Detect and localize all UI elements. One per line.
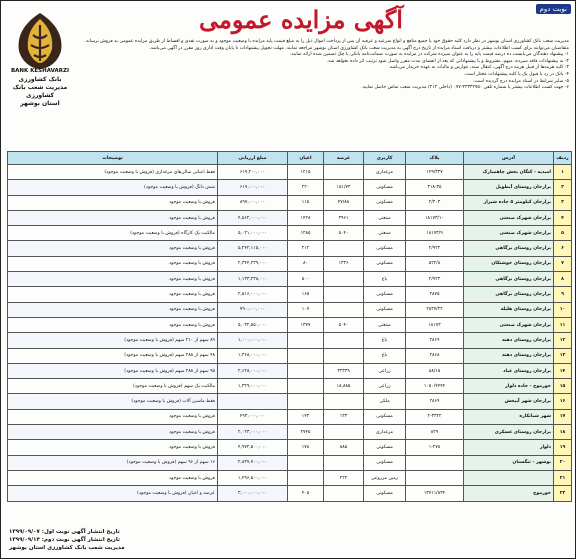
price-cell: ۸۹۷,۰۰۰,۰۰۰ [218,195,288,210]
plak-cell: ۸۸/۱۵ [406,363,464,378]
address-cell: برازجان روستای دهنه [464,348,554,363]
table-row [8,195,572,210]
arse-cell: ۱۸,۸۸۵ [324,379,364,394]
price-cell [218,394,288,409]
arse-cell: ۴۷/۸۸ [324,195,364,210]
address-cell: برازجان روستای آبطویل [464,180,554,195]
description-cell: ۴۸ سهم از ۲۸۸ سهم (فروش با وضعیت موجود) [8,348,218,363]
row-index: ۱۷ [554,409,572,424]
price-cell: ۶۱۷,۰۰۰,۰۰۰ [218,180,288,195]
bank-name-fa: بانک کشاورزی [18,76,62,83]
arse-cell [324,302,364,317]
table-row [8,302,572,317]
round-badge: نوبت دوم [536,4,571,14]
ayan-cell: ۲۱۲ [288,241,324,256]
usage-cell: مسکونی [364,409,406,424]
description-cell: فروش با وضعیت موجود [8,409,218,424]
bank-dept [3,76,77,108]
plak-cell: ۲۸۶۸ [406,348,464,363]
row-index: ۲ [554,180,572,195]
bank-logo-icon [9,11,71,71]
plak-cell: ۱۰۵۰/۴۴۴۴ [406,379,464,394]
plak-cell: ۲۸۳۷/۲۲ [406,302,464,317]
arse-cell [324,287,364,302]
ayan-cell: ۱۳۷۷ [288,317,324,332]
price-cell: ۱,۳۲۹,۰۰۰,۰۰۰ [218,379,288,394]
items-table [7,151,572,502]
address-cell: برازجان روستای برگاهی [464,287,554,302]
table-row [8,425,572,440]
usage-cell: صنعتی [364,226,406,241]
plak-cell: ۲-۳۳۲۲ [406,409,464,424]
price-cell: ۳,۰۰۰,۰۰۰,۰۰۰ [218,486,288,501]
usage-cell: مسکونی [364,302,406,317]
ayan-cell: ۱۷۸ [288,440,324,455]
plak-cell: ۸۲۹ [406,425,464,440]
bank-dept-line1: مدیریت شعب بانک کشاورزی [12,84,68,99]
usage-cell: مسکونی [364,180,406,195]
arse-cell [324,165,364,180]
arse-cell [324,394,364,409]
row-index: ۱۵ [554,379,572,394]
address-cell: شهر شبانکاره [464,409,554,424]
ayan-cell: ۱۴۲۸ [288,210,324,225]
usage-cell: زراعی [364,379,406,394]
description-cell: فروش با وضعیت موجود [8,287,218,302]
ayan-cell: ۱۴۳ [288,409,324,424]
ayan-cell: ۵۰۰ [288,272,324,287]
ayan-cell: ۱۲۸۵ [288,226,324,241]
column-header: پلاک [406,152,464,165]
ayan-cell [288,455,324,470]
table-header-row [8,152,572,165]
row-index: ۱۳ [554,348,572,363]
arse-cell [324,486,364,501]
usage-cell: ملکی [364,394,406,409]
column-header: توضیحات [8,152,218,165]
arse-cell: ۱۳۳ [324,409,364,424]
description-cell: فروش با وضعیت موجود [8,210,218,225]
page-title: آگهی مزایده عمومی [199,5,403,34]
plak-cell [406,455,464,470]
usage-cell: مسکونی [364,486,406,501]
price-cell: ۴,۹۷۲,۵۰۰,۰۰۰ [218,440,288,455]
address-cell: برازجان روستای خوشنکان [464,256,554,271]
description-cell: فقط ماشین آلات (فروش با وضعیت موجود) [8,394,218,409]
ayan-cell: ۱۶۵ [288,287,324,302]
ayan-cell: ۸۰ [288,256,324,271]
intro-paragraph: متقاضیان می‌توانند برای کسب اطلاعات بیشتر و دریافت اسناد مزایده از تاریخ درج آگهی به مدیریت شعب بانک کشاورزی استان بوشهر مراجعه نمایند. مهلت تحویل پیشنهادات تا پایان وقت اداری روز مقرر در آگهی می‌باشد. [149,45,569,51]
ayan-cell: ۲۷۴۵ [288,425,324,440]
description-cell: ۸۹ سهم از ۲۱۰ سهم (فروش با وضعیت موجود) [8,333,218,348]
address-cell: برازجان شهرک صنعتی [464,210,554,225]
table-row [8,210,572,225]
row-index: ۲۰ [554,455,572,470]
plak-cell: ۲۸۶۹ [406,394,464,409]
address-cell: برازجان روستای برگاهی [464,272,554,287]
row-index: ۶ [554,241,572,256]
description-cell: شش دانگ (فروش با وضعیت موجود) [8,180,218,195]
row-index: ۱۴ [554,363,572,378]
price-cell: ۲,۳۴۴,۲۳۹,۰۰۰ [218,256,288,271]
usage-cell: صنعتی [364,210,406,225]
column-header: مبلغ ارزیابی [218,152,288,165]
plak-cell: ۲۸۷۵ [406,287,464,302]
bank-dept-line2: استان بوشهر [20,100,60,107]
usage-cell: صنعتی [364,317,406,332]
description-cell: مالکیت یک کارگاه (فروش با وضعیت موجود) [8,226,218,241]
price-cell: ۱,۰۰۰,۰۰۰,۰۰۰ [218,333,288,348]
ayan-cell [288,363,324,378]
description-cell: فروش با وضعیت موجود [8,256,218,271]
plak-cell: ۱۸۱۷۳ [406,317,464,332]
price-cell: ۲,۸۳۷,۷۰۰,۰۰۰ [218,455,288,470]
column-header: آدرس [464,152,554,165]
column-header: کاربری [364,152,406,165]
intro-paragraph: ۲- به پیشنهادات فاقد سپرده، مبهم، مشروط و یا پیشنهاداتی که بعد از انقضای مدت مقرر واصل شود ترتیب اثر داده نخواهد شد. [326,58,569,64]
price-cell: ۴۹۳,۰۰۰,۰۰۰ [218,409,288,424]
description-cell: فروش با وضعیت موجود [8,195,218,210]
address-cell: برازجان روستای دهنه [464,333,554,348]
usage-cell: مرغداری [364,425,406,440]
intro-paragraph: ۱- پیشنهاد دهندگان می‌بایست ده درصد قیمت پایه را به عنوان سپرده شرکت در مزایده به صورت ضمانت‌نامه بانکی یا چک تضمین شده ارائه نمایند. [289,52,569,58]
row-index: ۴ [554,210,572,225]
address-cell: برازجان روستای عباد [464,363,554,378]
row-index: ۲۱ [554,470,572,485]
address-cell: برازجان شهرک صنعتی [464,226,554,241]
table-row [8,440,572,455]
address-cell: خورموج - جاده دلوار [464,379,554,394]
arse-cell: ۸۸۵ [324,440,364,455]
row-index: ۲۲ [554,486,572,501]
arse-cell [324,241,364,256]
usage-cell: زمین مزروعی [364,470,406,485]
table-row [8,333,572,348]
arse-cell [324,455,364,470]
arse-cell [324,425,364,440]
arse-cell [324,333,364,348]
arse-cell [324,272,364,287]
intro-paragraph: مدیریت شعب بانک کشاورزی استان بوشهر در نظر دارد کلیه حقوق خود یا جمیع منافع و انواع شرعیه و عرفیه آن پس از پرداخت اموال ذیل را به مبلغ قیمت پایه مزایده با وضعیت موجود و به صورت نقدی و اقساط از طریق مزایده عمومی به فروش برساند. [84,39,569,44]
arse-cell [324,348,364,363]
ayan-cell [288,348,324,363]
usage-cell: مسکونی [364,440,406,455]
row-index: ۱۸ [554,425,572,440]
table-row [8,287,572,302]
address-cell: برازجان روستای هلیله [464,302,554,317]
column-header: ردیف [554,152,572,165]
address-cell: برازجان روستای برگاهی [464,241,554,256]
description-cell: فروش با وضعیت موجود [8,272,218,287]
price-cell: ۵,۰۲۱,۰۰۰,۰۰۰ [218,226,288,241]
price-cell: ۵,۲۴۲,۱۱۵,۰۰۰ [218,241,288,256]
row-index: ۳ [554,195,572,210]
price-cell: ۱,۴۹۶,۵۰۰,۰۰۰ [218,470,288,485]
description-cell: فروش با وضعیت موجود [8,425,218,440]
ayan-cell: ۱۲۱۵ [288,165,324,180]
usage-cell: مسکونی [364,241,406,256]
table-row [8,394,572,409]
table-row [8,348,572,363]
address-cell: امیدیه - کنگان بخش چاهمبارک [464,165,554,180]
plak-cell: ۵۲۲/۸ [406,256,464,271]
ayan-cell [288,470,324,485]
ayan-cell [288,379,324,394]
ayan-cell: ۱۱۵ [288,195,324,210]
table-row [8,226,572,241]
column-header: اعیان [288,152,324,165]
footer-signature: مدیریت شعب بانک کشاورزی استان بوشهر [9,545,125,551]
table-row [8,486,572,501]
row-index: ۱۶ [554,394,572,409]
footer-block [9,528,125,552]
description-cell: فقط اعیانی سالن‌های مرغداری (فروش با وضعیت موجود) [8,165,218,180]
address-cell: برازجان کیلومتر ۵ جاده شیراز [464,195,554,210]
arse-cell: ۲۲۲ [324,470,364,485]
description-cell: فروش با وضعیت موجود [8,317,218,332]
description-cell: عرصه و اعیان (فروش با وضعیت موجود) [8,486,218,501]
ayan-cell: ۱۰۷ [288,302,324,317]
table-body [8,165,572,502]
column-header: عرصه [324,152,364,165]
ayan-cell: ۲۲۰ [288,180,324,195]
address-cell [464,470,554,485]
table-row [8,272,572,287]
price-cell: ۱,۱۳۳,۲۳۸,۰۰۰ [218,272,288,287]
usage-cell: باغ [364,348,406,363]
address-cell: دلوار [464,440,554,455]
ayan-cell: ۴۰۵ [288,486,324,501]
ayan-cell [288,333,324,348]
plak-cell: ۲/۹۲۲ [406,241,464,256]
arse-cell: ۵۰۴۰ [324,226,364,241]
row-index: ۱۱ [554,317,572,332]
table-row [8,470,572,485]
ayan-cell [288,394,324,409]
usage-cell: مرغداری [364,165,406,180]
plak-cell: ۱-۲۷۸ [406,440,464,455]
plak-cell: ۲۸۶۹ [406,333,464,348]
price-cell: ۲,۰۲۳,۰۰۰,۰۰۰ [218,425,288,440]
description-cell: ۹۵ سهم از ۲۸۸ سهم (فروش با وضعیت موجود) [8,363,218,378]
usage-cell: مسکونی [364,195,406,210]
plak-cell: ۳۱۸-۳۵ [406,180,464,195]
table-row [8,241,572,256]
publish-date-first: تاریخ انتشار آگهی نوبت اول: ۱۳۹۹/۰۹/۰۷ [9,529,120,535]
address-cell: بوشهر - تنگستان [464,455,554,470]
arse-cell: ۱۵۱/۷۳ [324,180,364,195]
price-cell: ۴,۵۶۲,۰۰۰,۰۰۰ [218,210,288,225]
table-row [8,256,572,271]
row-index: ۱۰ [554,302,572,317]
price-cell: ۶۱۷,۲۰۰,۰۰۰ [218,165,288,180]
row-index: ۵ [554,226,572,241]
price-cell: ۱,۳۶۸,۰۰۰,۰۰۰ [218,348,288,363]
table-row [8,317,572,332]
plak-cell: ۱۳۷۱۱/۸۳۴ [406,486,464,501]
plak-cell [406,470,464,485]
price-cell: ۲,۵۱۶,۰۰۰,۰۰۰ [218,287,288,302]
intro-paragraph: ۵- سایر شرایط در اسناد مزایده درج گردیده است. [473,78,569,84]
table-row [8,363,572,378]
intro-text [81,39,569,92]
row-index: ۱۹ [554,440,572,455]
plak-cell: ۱۸۱۷۳/۹ [406,226,464,241]
description-cell: فروش با وضعیت موجود [8,470,218,485]
arse-cell: ۵۰۴۰ [324,317,364,332]
arse-cell: ۳۹۶۱ [324,210,364,225]
plak-cell: ۱۴۹/۳۳۷ [406,165,464,180]
plak-cell: ۲/۹۲۳ [406,272,464,287]
arse-cell: ۳۲۳۳۹ [324,363,364,378]
publish-date-second: تاریخ انتشار آگهی نوبت دوم: ۱۳۹۹/۰۹/۱۴ [9,537,120,543]
plak-cell: ۱۸۱۷۳/۱۰ [406,210,464,225]
table-row [8,180,572,195]
row-index: ۱ [554,165,572,180]
description-cell: فروش با وضعیت موجود [8,241,218,256]
table-row [8,455,572,470]
description-cell: مالکیت یک سهم (فروش با وضعیت موجود) [8,379,218,394]
price-cell: ۵,۰۳۲,۵۵۰,۰۰۰ [218,317,288,332]
bank-name-en: BANK KESHAVARZI [10,68,70,74]
usage-cell: باغ [364,333,406,348]
row-index: ۷ [554,256,572,271]
usage-cell: باغ [364,272,406,287]
usage-cell: مسکونی [364,256,406,271]
description-cell: ۱۶ سهم از ۹۶ سهم (فروش با وضعیت موجود) [8,455,218,470]
row-index: ۸ [554,272,572,287]
row-index: ۱۲ [554,333,572,348]
description-cell: فروش با وضعیت موجود [8,440,218,455]
intro-paragraph: ۴- بانک در رد یا قبول یک یا کلیه پیشنهادات مختار است. [463,71,569,77]
intro-paragraph: ۳- کلیه هزینه‌ها از قبیل هزینه درج آگهی، انتقال سند، عوارض و مالیات به عهده خریدار می‌باشد. [388,65,569,71]
row-index: ۹ [554,287,572,302]
plak-cell: ۲/۲۰۳ [406,195,464,210]
address-cell: خورموج [464,486,554,501]
description-cell: فروش با وضعیت موجود [8,302,218,317]
table-row [8,379,572,394]
usage-cell: زراعی [364,363,406,378]
price-cell: ۲,۶۲۸,۰۰۰,۰۰۰ [218,363,288,378]
address-cell: برازجان روستای عسکری [464,425,554,440]
price-cell: ۷۹۰,۰۰۰,۰۰۰ [218,302,288,317]
table-row [8,409,572,424]
arse-cell: ۱۳۳۶ [324,256,364,271]
usage-cell: مسکونی [364,455,406,470]
address-cell: برازجان شهر آبپخش [464,394,554,409]
table-row [8,165,572,180]
address-cell: برازجان شهرک صنعتی [464,317,554,332]
intro-paragraph: ۶- جهت کسب اطلاعات بیشتر با شماره تلفن ۳۳۳۳۲۷۵۰-۰۷۷ (داخلی ۲۱۲) مدیریت شعب تماس حاصل نمایید. [361,85,569,91]
usage-cell: مسکونی [364,287,406,302]
